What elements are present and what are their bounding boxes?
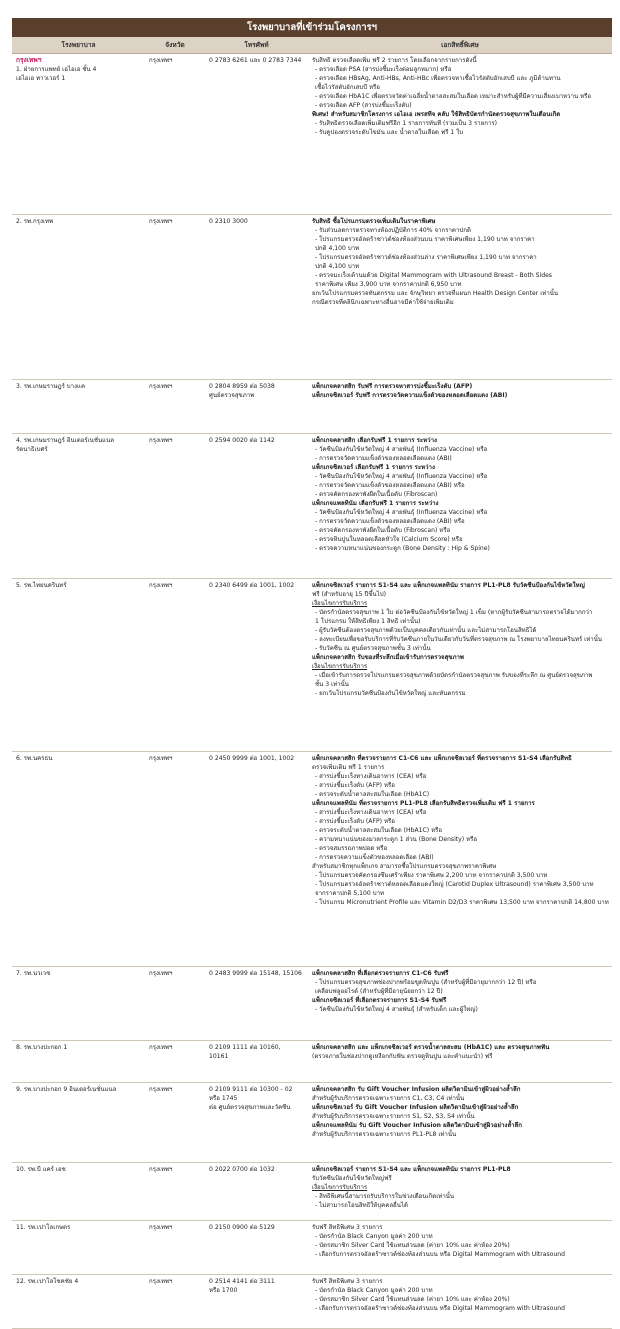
privilege-line: รับสิทธิ ตรวจเลือดเพิ่ม ฟรี 2 รายการ โดยเลือกจากรายการดังนี้ [312, 56, 477, 64]
privilege-line: - การตรวจวัดความแข็งตัวของหลอดเลือดแดง (ABI) หรือ [315, 481, 465, 489]
privilege-line: - บัตรกำนัล Black Canyon มูลค่า 200 บาท [315, 1232, 433, 1240]
privilege-line: เงื่อนไขการรับบริการ [312, 599, 368, 607]
header-hospital: โรงพยาบาล [12, 37, 145, 53]
privilege-line: แพ็กเกจซิลเวอร์ รายการ S1-S4 และ แพ็กเกจแพลทินัม รายการ PL1-PL8 รับวัคซีนป้องกันไข้หวัดใหญ่ [312, 581, 585, 589]
privilege-line: - บัตรสมาชิก Silver Card ใช้แทนส่วนลด (ค่ายา 10% และ ค่าห้อง 20%) [315, 1295, 510, 1303]
hospital-cell [12, 214, 145, 379]
privilege-line: - ลงทะเบียนเพื่อขอรับบริการที่รับวัคซีนภายในวันเดียวกับวันที่ตรวจสุขภาพ ณ โรงพยาบาลไทยนครินทร์ เท่านั้น [315, 635, 603, 643]
privilege-line: - ตรวจเลือด AFP (สารบ่งชี้มะเร็งตับ) [315, 101, 412, 109]
privilege-line: ปกติ 4,100 บาท [315, 262, 360, 270]
privilege-line: - ตรวจระดับน้ำตาลสะสมในเลือด (HbA1C) [315, 790, 430, 798]
hospital-name: 6. รพ.นครธน [16, 754, 53, 762]
province-cell: กรุงเทพฯ [145, 53, 205, 214]
privilege-cell [308, 1040, 612, 1082]
privilege-line: - บัตรกำนัลตรวจสุขภาพ 1 ใบ ต่อวัคซีนป้องกันไข้หวัดใหญ่ 1 เข็ม (หากผู้รับวัคซีนสามารถตรวจได้มากกว่า [315, 608, 593, 616]
privilege-cell [308, 433, 612, 578]
hospital-cell [12, 1040, 145, 1082]
province-cell: กรุงเทพฯ [145, 966, 205, 1040]
privilege-line: - โปรแกรมตรวจสุขภาพช่องปากพร้อมขูดหินปูน (สำหรับผู้ที่มีอายุมากกว่า 12 ปี) หรือ [315, 978, 537, 986]
privilege-line: รับวัคซีนป้องกันไข้หวัดใหญ่ฟรี [312, 1174, 392, 1182]
privilege-line: สำหรับสมาชิกทุกแพ็กเกจ สามารถซื้อโปรแกรมตรวจสุขภาพราคาพิเศษ [312, 862, 497, 870]
privilege-cell [308, 1162, 612, 1220]
privilege-line: จากราคาปกติ 5,100 บาท [315, 889, 385, 897]
privilege-cell [308, 214, 612, 379]
phone-number: ต่อ ศูนย์ตรวจสุขภาพและวัคซีน [209, 1103, 291, 1111]
privilege-line: แพ็กเกจซิลเวอร์ เลือกรับฟรี 1 รายการ ระหว่าง [312, 463, 435, 471]
phone-number: 0 2783 6261 และ 0 2783 7344 [209, 56, 302, 64]
privilege-line: แพ็กเกจซิลเวอร์ รับ Gift Voucher Infusion ผลิตวิตามินเข้าสู่ผิวอย่างล้ำลึก [312, 1103, 519, 1111]
privilege-line: - ตรวจคัดกรองหาพังผืดในเนื้อตับ (Fibroscan) หรือ [315, 526, 451, 534]
phone-number: 0 2804 8959 ต่อ 5038 [209, 382, 275, 390]
province-cell: กรุงเทพฯ [145, 1220, 205, 1274]
table-row [12, 751, 612, 966]
phone-number: 0 2022 0700 ต่อ 1032 [209, 1165, 275, 1173]
hospital-cell [12, 966, 145, 1040]
phone-cell [205, 433, 308, 578]
privilege-line: แพ็กเกจคลาสสิก และ แพ็กเกจซิลเวอร์ ตรวจน้ำตาลสะสม (HbA1C) และ ตรวจสุขภาพฟัน [312, 1043, 550, 1051]
privilege-line: - เลือกรับการตรวจอัลตร้าซาวด์ช่องท้องส่วนบน หรือ Digital Mammogram with Ultrasound [315, 1304, 566, 1312]
phone-cell [205, 214, 308, 379]
privilege-line: - รับคูปองตรวจระดับไขมัน และ น้ำตาลในเลือด ฟรี 1 ใบ [315, 128, 464, 136]
hospital-name: 9. รพ.บางปะกอก 9 อินเตอร์เนชั่นแนล [16, 1085, 117, 1093]
hospital-cell [12, 1220, 145, 1274]
province-cell: กรุงเทพฯ [145, 1162, 205, 1220]
phone-number: 0 2514 4141 ต่อ 3111 [209, 1277, 275, 1285]
hospital-name: 3. รพ.เกษมราษฎร์ บางแค [16, 382, 86, 390]
privilege-line: - รับส่วนลดการตรวจทางห้องปฏิบัติการ 40% จากราคาปกติ [315, 226, 471, 234]
privilege-line: - บัตรกำนัล Black Canyon มูลค่า 200 บาท [315, 1286, 433, 1294]
hospital-name: 2. รพ.กรุงเทพ [16, 217, 54, 225]
privilege-line: แพ็กเกจคลาสสิก เลือกรับฟรี 1 รายการ ระหว่าง [312, 436, 437, 444]
phone-cell [205, 1220, 308, 1274]
table-row [12, 1274, 612, 1328]
privilege-line: แพ็กเกจคลาสสิก รับของที่ระลึกเมื่อเข้ารับการตรวจสุขภาพ [312, 653, 464, 661]
phone-cell [205, 379, 308, 433]
privilege-line: พิเศษ! สำหรับสมาชิกโครงการ เอไอเอ เพรสทีจ คลับ ใช้สิทธิบัตรกำนัลตรวจสุขภาพในเดือนเกิด [312, 110, 561, 118]
privilege-line: - วัคซีนป้องกันไข้หวัดใหญ่ 4 สายพันธุ์ (Influenza Vaccine) หรือ [315, 508, 488, 516]
hospital-name: 10. รพ.บี แคร์ เอช [16, 1165, 66, 1173]
privilege-line: แพ็กเกจซิลเวอร์ รายการ S1-S4 และ แพ็กเกจแพลทินัม รายการ PL1-PL8 [312, 1165, 511, 1173]
header-province: จังหวัด [145, 37, 205, 53]
hospital-name: 12. รพ.เปาโลโชคชัย 4 [16, 1277, 79, 1285]
privilege-line: ตรวจเพิ่มเติม ฟรี 1 รายการ [312, 763, 385, 771]
phone-number: 0 2450 9999 ต่อ 1001, 1002 [209, 754, 295, 762]
phone-number: 10161 [209, 1052, 229, 1060]
phone-number: 0 2109 9111 ต่อ 10300 - 02 [209, 1085, 293, 1093]
hospital-name: รัตนาธิเบศร์ [16, 445, 48, 453]
privilege-line: แพ็กเกจแพลทินัม รับ Gift Voucher Infusion ผลิตวิตามินเข้าสู่ผิวอย่างล้ำลึก [312, 1121, 522, 1129]
phone-cell [205, 578, 308, 751]
privilege-line: รับฟรี สิทธิพิเศษ 3 รายการ [312, 1277, 383, 1285]
privilege-line: เชื้อไวรัสตับอักเสบบี หรือ [315, 83, 380, 91]
phone-cell [205, 1274, 308, 1328]
privilege-line: - การตรวจวัดความแข็งตัวของหลอดเลือดแดง (ABI) หรือ [315, 517, 465, 525]
privilege-cell [308, 1220, 612, 1274]
privilege-line: - สิทธิพิเศษนี้สามารถรับบริการในช่วงเดือนเกิดเท่านั้น [315, 1192, 455, 1200]
phone-number: 0 2150 0900 ต่อ 5129 [209, 1223, 275, 1231]
privilege-line: - วัคซีนป้องกันไข้หวัดใหญ่ 4 สายพันธุ์ (Influenza Vaccine) หรือ [315, 472, 488, 480]
hospital-cell [12, 1082, 145, 1162]
privilege-line: - รับวัคซีน ณ ศูนย์ตรวจสุขภาพชั้น 3 เท่านั้น [315, 644, 431, 652]
privilege-line: - ตรวจระดับน้ำตาลสะสมในเลือด (HbA1C) หรือ [315, 826, 443, 834]
phone-number: หรือ 1700 [209, 1286, 238, 1294]
hospital-name: 5. รพ.ไทยนครินทร์ [16, 581, 67, 589]
privilege-line: - เลือกรับการตรวจอัลตร้าซาวด์ช่องท้องส่วนบน หรือ Digital Mammogram with Ultrasound [315, 1250, 566, 1258]
privilege-line: - วัคซีนป้องกันไข้หวัดใหญ่ 4 สายพันธุ์ (Influenza Vaccine) หรือ [315, 445, 488, 453]
privilege-cell [308, 578, 612, 751]
hospital-table [12, 37, 612, 1329]
privilege-line: - ผู้รับวัคซีนต้องตรวจสุขภาพด้วยเป็นบุคคลเดียวกันเท่านั้น และไม่สามารถโอนสิทธิได้ [315, 626, 537, 634]
privilege-line: เงื่อนไขการรับบริการ [312, 662, 368, 670]
privilege-line: - ตรวจสมรรถภาพปอด หรือ [315, 844, 388, 852]
privilege-line: ราคาพิเศษ เพียง 3,900 บาท จากราคาปกติ 6,950 บาท [315, 280, 462, 288]
privilege-line: - โปรแกรม Micronutrient Profile และ Vitamin D2/D3 ราคาพิเศษ 13,500 บาท จากราคาปกติ 14,800 บาท [315, 898, 609, 906]
privilege-line: - ตรวจเลือด PSA (สารบ่งชี้มะเร็งต่อมลูกหมาก) หรือ [315, 65, 452, 73]
province-cell: กรุงเทพฯ [145, 379, 205, 433]
privilege-line: - ไม่สามารถโอนสิทธิให้บุคคลอื่นได้ [315, 1201, 408, 1209]
phone-number: หรือ 1745 [209, 1094, 238, 1102]
phone-number: 0 2594 0020 ต่อ 1142 [209, 436, 275, 444]
phone-cell [205, 1162, 308, 1220]
privilege-line: แพ็กเกจคลาสสิก รับฟรี การตรวจหาสารบ่งชี้มะเร็งตับ (AFP) [312, 382, 473, 390]
privilege-line: (ตรวจภายในช่องปากดูเหงือกกับฟัน ตรวจดูหินปูน และคำแนะนำ) ฟรี [312, 1052, 493, 1060]
table-header-row [12, 37, 612, 53]
hospital-cell [12, 751, 145, 966]
phone-number: 0 2109 1111 ต่อ 10160, [209, 1043, 281, 1051]
privilege-line: แพ็กเกจซิลเวอร์ ที่เลือกตรวจรายการ S1-S4 รับฟรี [312, 996, 447, 1004]
region-label: กรุงเทพฯ [16, 55, 42, 64]
privilege-line: แพ็กเกจคลาสสิก ที่ตรวจรายการ C1-C6 และ แพ็กเกจซิลเวอร์ ที่ตรวจรายการ S1-S4 เลือกรับสิทธิ [312, 754, 572, 762]
phone-cell [205, 53, 308, 214]
phone-number: ศูนย์ตรวจสุขภาพ [209, 391, 255, 399]
table-row [12, 433, 612, 578]
header-phone: โทรศัพท์ [205, 37, 308, 53]
province-cell: กรุงเทพฯ [145, 578, 205, 751]
table-body [12, 53, 612, 1328]
hospital-name: 8. รพ.บางปะกอก 1 [16, 1043, 68, 1051]
privilege-cell [308, 751, 612, 966]
privilege-line: - บัตรสมาชิก Silver Card ใช้แทนส่วนลด (ค่ายา 10% และ ค่าห้อง 20%) [315, 1241, 510, 1249]
privilege-line: - สารบ่งชี้มะเร็งตับ (AFP) หรือ [315, 781, 395, 789]
province-cell: กรุงเทพฯ [145, 1274, 205, 1328]
privilege-line: รับฟรี สิทธิพิเศษ 3 รายการ [312, 1223, 383, 1231]
privilege-cell [308, 966, 612, 1040]
privilege-line: - ความหนาแน่นของมวลกระดูก 1 ส่วน (Bone Density) หรือ [315, 835, 478, 843]
privilege-line: - โปรแกรมตรวจอัลตร้าซาวด์ช่องท้องส่วนล่าง ราคาพิเศษเพียง 1,190 บาท จากราคา [315, 253, 537, 261]
province-cell: กรุงเทพฯ [145, 1082, 205, 1162]
table-row [12, 1040, 612, 1082]
privilege-line: - รับสิทธิตรวจเลือดเพิ่มเติมฟรีอีก 1 รายการทันที (รวมเป็น 3 รายการ) [315, 119, 498, 127]
privilege-cell [308, 53, 612, 214]
privilege-cell [308, 379, 612, 433]
privilege-line: - ตรวจเลือด HBsAg, Anti-HBs, Anti-HBc เพื่อตรวจหาเชื้อไวรัสตับอักเสบบี และ ภูมิต้านทาน [315, 74, 561, 82]
table-row [12, 379, 612, 433]
phone-cell [205, 1082, 308, 1162]
privilege-line: - สารบ่งชี้มะเร็งตับ (AFP) หรือ [315, 817, 395, 825]
privilege-line: แพ็กเกจคลาสสิก รับ Gift Voucher Infusion ผลิตวิตามินเข้าสู่ผิวอย่างล้ำลึก [312, 1085, 521, 1093]
privilege-line: ปกติ 4,100 บาท [315, 244, 360, 252]
hospital-name: เอไอเอ ทาวเวอร์ 1 [16, 74, 66, 82]
privilege-line: แพ็กเกจแพลทินัม ที่ตรวจรายการ PL1-PL8 เลือกรับสิทธิตรวจเพิ่มเติม ฟรี 1 รายการ [312, 799, 535, 807]
hospital-name: 1. ฝ่ายการแพทย์ เอไอเอ ชั้น 4 [16, 65, 97, 73]
hospital-cell [12, 53, 145, 214]
province-cell: กรุงเทพฯ [145, 214, 205, 379]
privilege-line: - ตรวจหินปูนในหลอดเลือดหัวใจ (Calcium Score) หรือ [315, 535, 463, 543]
privilege-line: แพ็กเกจคลาสสิก ที่เลือกตรวจรายการ C1-C6 รับฟรี [312, 969, 449, 977]
province-cell: กรุงเทพฯ [145, 1040, 205, 1082]
phone-number: 0 2483 9999 ต่อ 15148, 15106 [209, 969, 302, 977]
privilege-line: ยกเว้นโปรแกรมตรวจทันตกรรม และ จักษุวิทยา ตรวจที่แผนก Health Design Center เท่านั้น [312, 289, 559, 297]
table-row [12, 1162, 612, 1220]
privilege-line: สำหรับผู้รับบริการตรวจเฉพาะรายการ S1, S2, S3, S4 เท่านั้น [312, 1112, 475, 1120]
hospital-name: 4. รพ.เกษมราษฎร์ อินเตอร์เนชั่นแนล [16, 436, 114, 444]
privilege-line: สำหรับผู้รับบริการตรวจเฉพาะรายการ C1, C3, C4 เท่านั้น [312, 1094, 465, 1102]
privilege-line: - การตรวจความแข็งตัวของหลอดเลือด (ABI) [315, 853, 434, 861]
table-row [12, 53, 612, 214]
hospital-cell [12, 1162, 145, 1220]
privilege-line: - โปรแกรมตรวจอัลตร้าซาวด์ช่องท้องส่วนบน ราคาพิเศษเพียง 1,190 บาท จากราคา [315, 235, 535, 243]
privilege-line: - วัคซีนป้องกันไข้หวัดใหญ่ 4 สายพันธุ์ (สำหรับเด็ก และผู้ใหญ่) [315, 1005, 478, 1013]
hospital-name: 11. รพ.เปาโลเกษตร [16, 1223, 71, 1231]
privilege-line: แพ็กเกจซิลเวอร์ รับฟรี การตรวจวัดความแข็งตัวของหลอดเลือดแดง (ABI) [312, 391, 508, 399]
table-row [12, 1220, 612, 1274]
phone-number: 0 2340 6499 ต่อ 1001, 1002 [209, 581, 295, 589]
privilege-line: - ตรวจเลือด HbA1C เพื่อตรวจวัดค่าเฉลี่ยน้ำตาลสะสมในเลือด เหมาะสำหรับผู้ที่มีความเสี่ยงเบาหวาน หรือ [315, 92, 592, 100]
province-cell: กรุงเทพฯ [145, 751, 205, 966]
privilege-line: - โปรแกรมตรวจอัลตร้าซาวด์หลอดเลือดแดงใหญ่ (Carotid Duplex Ultrasound) ราคาพิเศษ 3,500 บาท [315, 880, 594, 888]
phone-cell [205, 751, 308, 966]
privilege-cell [308, 1274, 612, 1328]
hospital-cell [12, 578, 145, 751]
privilege-line: สำหรับผู้รับบริการตรวจเฉพาะรายการ PL1-PL8 เท่านั้น [312, 1130, 457, 1138]
header-privilege: เอกสิทธิ์พิเศษ [308, 37, 612, 53]
privilege-line: - การตรวจวัดความแข็งตัวของหลอดเลือดแดง (ABI) [315, 454, 452, 462]
privilege-line: 1 โปรแกรม ให้สิทธิเพียง 1 สิทธิ เท่านั้น) [315, 617, 421, 625]
page-title: โรงพยาบาลที่เข้าร่วมโครงการฯ [12, 18, 612, 37]
privilege-line: ชั้น 3 เท่านั้น [315, 680, 349, 688]
phone-cell [205, 966, 308, 1040]
table-row [12, 966, 612, 1040]
table-row [12, 1082, 612, 1162]
privilege-line: - สารบ่งชี้มะเร็งทางเดินอาหาร (CEA) หรือ [315, 808, 427, 816]
privilege-line: เคลือบฟลูออไรด์ (สำหรับผู้ที่มีอายุน้อยกว่า 12 ปี) [315, 987, 443, 995]
privilege-line: เงื่อนไขการรับบริการ [312, 1183, 368, 1191]
hospital-cell [12, 1274, 145, 1328]
privilege-line: - โปรแกรมตรวจคัดกรองซึมเศร้าเพียง ราคาพิเศษ 2,200 บาท จากราคาปกติ 3,500 บาท [315, 871, 548, 879]
province-cell: กรุงเทพฯ [145, 433, 205, 578]
privilege-cell [308, 1082, 612, 1162]
privilege-line: ฟรี (สำหรับอายุ 15 ปีขึ้นไป) [312, 590, 386, 598]
privilege-line: - ตรวจคัดกรองหาพังผืดในเนื้อตับ (Fibroscan) [315, 490, 438, 498]
privilege-line: - สารบ่งชี้มะเร็งทางเดินอาหาร (CEA) หรือ [315, 772, 427, 780]
table-row [12, 214, 612, 379]
hospital-cell [12, 433, 145, 578]
hospital-cell [12, 379, 145, 433]
privilege-line: - ตรวจมะเร็งเต้านมด้วย Digital Mammogram with Ultrasound Breast - Both Sides [315, 271, 552, 279]
phone-cell [205, 1040, 308, 1082]
privilege-line: รับสิทธิ ซื้อโปรแกรมตรวจเพิ่มเติมในราคาพิเศษ [312, 217, 436, 225]
table-row [12, 578, 612, 751]
privilege-line: แพ็กเกจแพลทินัม เลือกรับฟรี 1 รายการ ระหว่าง [312, 499, 439, 507]
hospital-name: 7. รพ.นวเวช [16, 969, 51, 977]
privilege-line: - เมื่อเข้ารับการตรวจโปรแกรมตรวจสุขภาพด้วยบัตรกำนัลตรวจสุขภาพ รับของที่ระลึก ณ ศูนย์ตรวจสุขภาพ [315, 671, 593, 679]
privilege-line: - ยกเว้นโปรแกรมวัคซีนป้องกันไข้หวัดใหญ่ และทันตกรรม [315, 689, 466, 697]
phone-number: 0 2310 3000 [209, 217, 248, 225]
privilege-line: - ตรวจความหนาแน่นของกระดูก (Bone Density : Hip & Spine) [315, 544, 490, 552]
privilege-line: กรณีตรวจที่คลินิกเฉพาะทางอื่นอาจมีค่าใช้จ่ายเพิ่มเติม [312, 298, 454, 306]
